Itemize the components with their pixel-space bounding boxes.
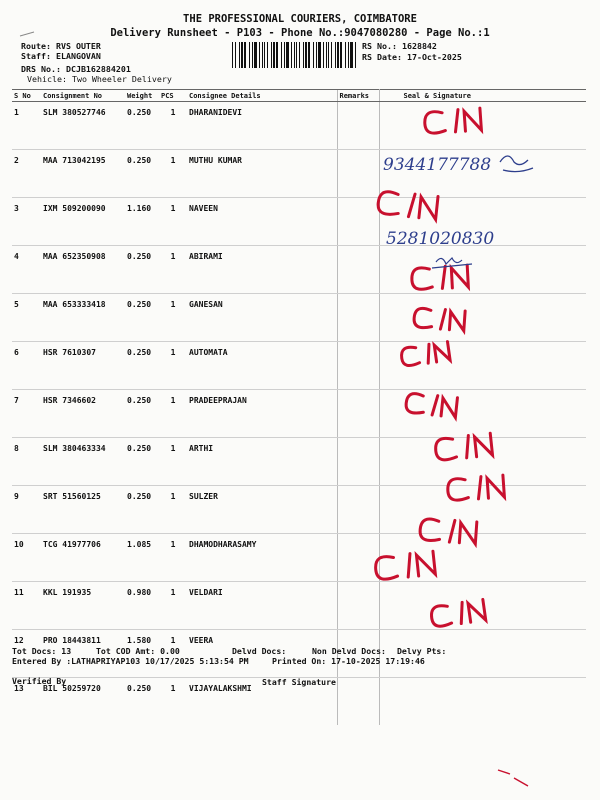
cell-sno: 8 — [12, 438, 41, 486]
cell-sno: 9 — [12, 486, 41, 534]
cell-consignment-no: HSR 7610307 — [41, 342, 125, 390]
cell-sno: 3 — [12, 198, 41, 246]
cell-weight: 0.250 — [125, 438, 159, 486]
cell-pcs: 1 — [159, 150, 187, 198]
cell-sno: 11 — [12, 582, 41, 630]
cell-consignee: AUTOMATA — [187, 342, 337, 390]
cell-sno: 6 — [12, 342, 41, 390]
rs-date: RS Date: 17-Oct-2025 — [362, 52, 462, 62]
handwritten-cn-mark — [430, 599, 486, 627]
cell-consignee: NAVEEN — [187, 198, 337, 246]
col-weight-header: Weight — [125, 90, 159, 102]
handwritten-cn-mark — [435, 433, 493, 461]
handwritten-cn-mark — [405, 392, 457, 417]
cell-weight: 0.250 — [125, 342, 159, 390]
cell-sno: 12 — [12, 630, 41, 678]
col-remarks-header: Remarks — [337, 90, 379, 102]
col-signature-header: Seal & Signature — [379, 90, 586, 102]
rs-number: RS No.: 1628842 — [362, 41, 437, 51]
col-pcs-header: PCS — [159, 90, 187, 102]
handwritten-cn-mark — [424, 108, 481, 134]
cell-pcs: 1 — [159, 102, 187, 150]
entered-by: Entered By :LATHAPRIYAP103 10/17/2025 5:13:54 PM — [12, 656, 249, 666]
cell-consignee: ARTHI — [187, 438, 337, 486]
cell-consignee: VEERA — [187, 630, 337, 678]
cell-weight: 0.250 — [125, 486, 159, 534]
cell-consignee: SULZER — [187, 486, 337, 534]
cell-consignment-no: KKL 191935 — [41, 582, 125, 630]
col-consignee-header: Consignee Details — [187, 90, 337, 102]
verified-by-label: Verified By — [12, 676, 67, 686]
cell-sno: 1 — [12, 102, 41, 150]
cell-consignment-no: IXM 509200090 — [41, 198, 125, 246]
cell-consignment-no: PRO 18443811 — [41, 630, 125, 678]
col-consignment-header: Consignment No — [41, 90, 125, 102]
cell-pcs: 1 — [159, 198, 187, 246]
cell-weight: 0.250 — [125, 390, 159, 438]
handwritten-cn-mark — [400, 342, 450, 367]
company-title: THE PROFESSIONAL COURIERS, COIMBATORE — [183, 13, 417, 25]
cell-sno: 2 — [12, 150, 41, 198]
cell-pcs: 1 — [159, 486, 187, 534]
cell-weight: 1.580 — [125, 630, 159, 678]
total-cod-amount: Tot COD Amt: 0.00 — [96, 646, 180, 656]
cell-weight: 0.250 — [127, 684, 152, 693]
cell-pcs: 1 — [159, 390, 187, 438]
cell-sno: 13 — [14, 684, 24, 693]
cell-consignment-no: SLM 380527746 — [41, 102, 125, 150]
signature-scribble-row2 — [500, 156, 533, 172]
cell-sno: 10 — [12, 534, 41, 582]
cell-consignment-no: MAA 652350908 — [41, 246, 125, 294]
cell-pcs: 1 — [159, 534, 187, 582]
handwritten-phone-row2: 9344177788 — [383, 155, 492, 175]
cell-weight: 0.250 — [125, 246, 159, 294]
cell-consignment-no: TCG 41977706 — [41, 534, 125, 582]
cell-sno: 4 — [12, 246, 41, 294]
cell-pcs: 1 — [159, 342, 187, 390]
cell-pcs: 1 — [159, 438, 187, 486]
cell-pcs: 1 — [159, 294, 187, 342]
handwritten-phone-row4: 5281020830 — [386, 229, 495, 249]
cell-weight: 0.250 — [125, 102, 159, 150]
cell-consignee: ABIRAMI — [187, 246, 337, 294]
cell-consignee: PRADEEPRAJAN — [187, 390, 337, 438]
cell-pcs: 1 — [159, 582, 187, 630]
cell-consignee: VELDARI — [187, 582, 337, 630]
runsheet-subtitle: Delivery Runsheet - P103 - Phone No.:9047080280 - Page No.:1 — [110, 27, 490, 39]
cell-consignment-no: BIL 50259720 — [43, 684, 101, 693]
cell-consignee: MUTHU KUMAR — [187, 150, 337, 198]
delivered-docs: Delvd Docs: — [232, 646, 287, 656]
cell-consignee: DHAMODHARASAMY — [187, 534, 337, 582]
cell-weight: 1.160 — [125, 198, 159, 246]
cell-consignee: VIJAYALAKSHMI — [189, 684, 252, 693]
vehicle-label: Vehicle: Two Wheeler Delivery — [27, 74, 172, 84]
cell-consignment-no: HSR 7346602 — [41, 390, 125, 438]
pen-mark-top — [20, 32, 34, 36]
staff-signature-label: Staff Signature — [262, 677, 336, 687]
cell-sno: 5 — [12, 294, 41, 342]
cell-pcs: 1 — [159, 630, 187, 678]
cell-pcs: 1 — [170, 684, 176, 693]
staff-label: Staff: ELANGOVAN — [21, 51, 101, 61]
handwritten-cn-mark — [374, 551, 435, 580]
cell-consignee: GANESAN — [187, 294, 337, 342]
cell-consignment-no: SLM 380463334 — [41, 438, 125, 486]
cell-weight: 0.980 — [125, 582, 159, 630]
cell-consignee: DHARANIDEVI — [187, 102, 337, 150]
col-sno-header: S No — [12, 90, 41, 102]
non-delivered-docs: Non Delvd Docs: — [312, 646, 386, 656]
handwritten-cn-mark — [411, 265, 468, 290]
cell-consignment-no: MAA 713042195 — [41, 150, 125, 198]
cell-pcs: 1 — [159, 246, 187, 294]
cell-consignment-no: SRT 51560125 — [41, 486, 125, 534]
pen-mark-bottom — [498, 770, 528, 786]
route-label: Route: RVS OUTER — [21, 41, 101, 51]
cell-sno: 7 — [12, 390, 41, 438]
handwritten-cn-mark — [419, 518, 476, 544]
drs-number: DRS No.: DCJB162884201 — [21, 64, 131, 74]
handwritten-cn-mark — [447, 475, 504, 501]
handwritten-cn-mark — [413, 307, 465, 330]
delivery-points: Delvy Pts: — [397, 646, 447, 656]
printed-on: Printed On: 17-10-2025 17:19:46 — [272, 656, 425, 666]
total-docs: Tot Docs: 13 — [12, 646, 72, 656]
cell-weight: 0.250 — [125, 150, 159, 198]
cell-weight: 0.250 — [125, 294, 159, 342]
handwritten-cn-mark — [377, 190, 438, 219]
cell-consignment-no: MAA 653333418 — [41, 294, 125, 342]
cell-weight: 1.085 — [125, 534, 159, 582]
